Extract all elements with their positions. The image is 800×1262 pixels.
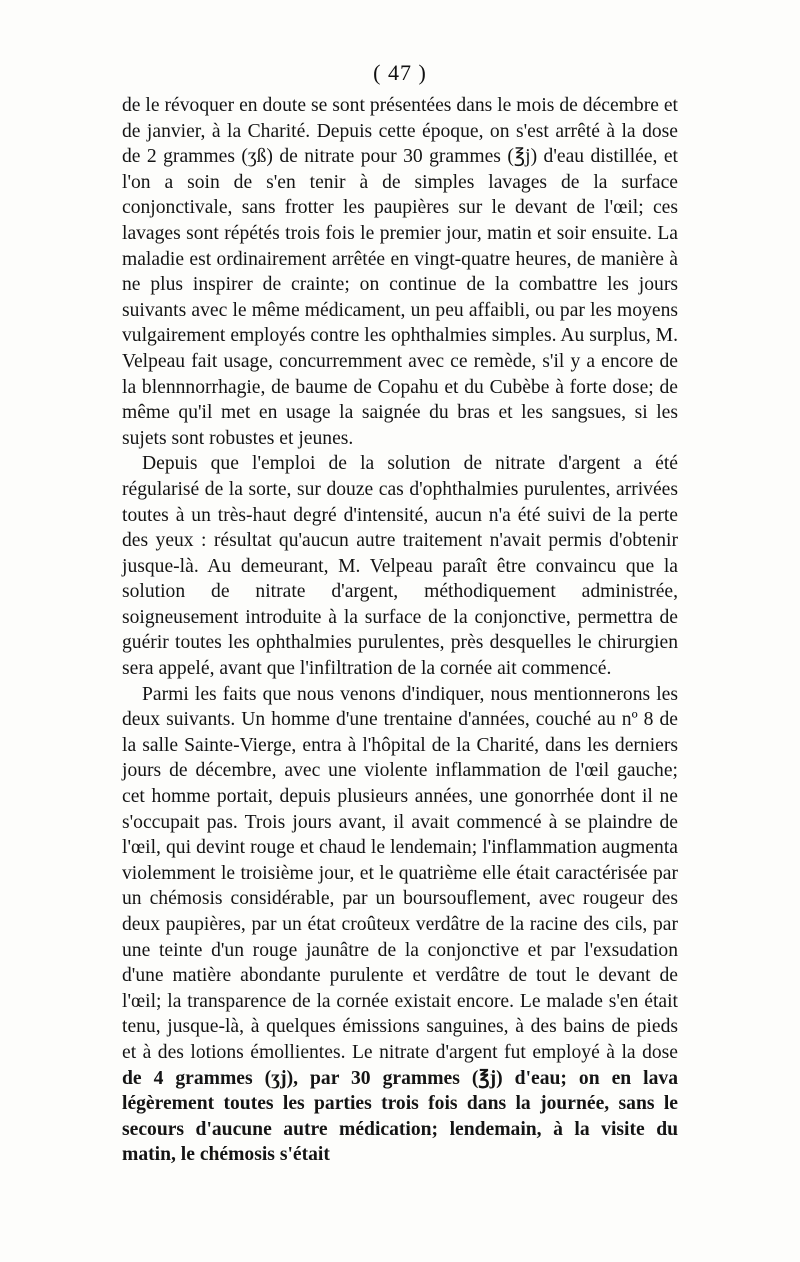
paragraph-3-text: Parmi les faits que nous venons d'indiquer, nous mentionnerons les deux suivants. Un homme d'une trentaine d'années, couché au nº 8 de la salle Sainte-Vierge, entra à l'hôpital de la Charité, dans les derniers jours de décembre, avec une violente inflammation de l'œil gauche; cet homme portait, depuis plusieurs années, une gonorrhée dont il ne s'occupait pas. Trois jours avant, il avait commencé à se plaindre de l'œil, qui devint rouge et chaud le lendemain; l'inflammation augmenta violemment le troisième jour, et le quatrième elle était caractérisée par un chémosis considérable, par un boursouflement, avec rougeur des deux paupières, par un état croûteux verdâtre de la racine des cils, par une teinte d'un rouge jaunâtre de la conjonctive et par l'exsudation d'une matière abondante purulente et verdâtre de tout le devant de l'œil; la transparence de la cornée existait encore. Le malade s'en était tenu, jusque-là, à quelques émissions sanguines, à des bains de pieds et à des lotions émollientes. Le nitrate d'argent fut employé à la dose [122, 683, 678, 1063]
paragraph-3-bold-text: de 4 grammes (ʒj), par 30 grammes (℥j) d'eau; on en lava légèrement toutes les parties trois fois dans la journée, sans le secours d'aucune autre médication; lendemain, à la visite du matin, le chémosis s'était [122, 1067, 678, 1166]
page-number: ( 47 ) [373, 60, 427, 85]
paragraph-1: de le révoquer en doute se sont présentées dans le mois de décembre et de janvier, à la Charité. Depuis cette époque, on s'est arrêté à la dose de 2 grammes (ʒß) de nitrate pour 30 grammes (℥j) d'eau distillée, et l'on a soin de s'en tenir à de simples lavages de la surface conjonctivale, sans frotter les paupières sur le devant de l'œil; ces lavages sont répétés trois fois le premier jour, matin et soir ensuite. La maladie est ordinairement arrêtée en vingt-quatre heures, de manière à ne plus inspirer de crainte; on continue de la combattre les jours suivants avec le même médicament, un peu affaibli, ou par les moyens vulgairement employés contre les ophthalmies simples. Au surplus, M. Velpeau fait usage, concurremment avec ce remède, s'il y a encore de la blennnorrhagie, de baume de Copahu et du Cubèbe à forte dose; de même qu'il met en usage la saignée du bras et les sangsues, si les sujets sont robustes et jeunes. [122, 95, 678, 449]
paragraph-2: Depuis que l'emploi de la solution de nitrate d'argent a été régularisé de la sorte, sur douze cas d'ophthalmies purulentes, arrivées toutes à un très-haut degré d'intensité, aucun n'a été suivi de la perte des yeux : résultat qu'aucun autre traitement n'avait permis d'obtenir jusque-là. Au demeurant, M. Velpeau paraît être convaincu que la solution de nitrate d'argent, méthodiquement administrée, soigneusement introduite à la surface de la conjonctive, permettra de guérir toutes les ophthalmies purulentes, près desquelles le chirurgien sera appelé, avant que l'infiltration de la cornée ait commencé. [122, 453, 678, 680]
page-body [122, 93, 678, 1168]
paragraph-3 [122, 682, 678, 1168]
